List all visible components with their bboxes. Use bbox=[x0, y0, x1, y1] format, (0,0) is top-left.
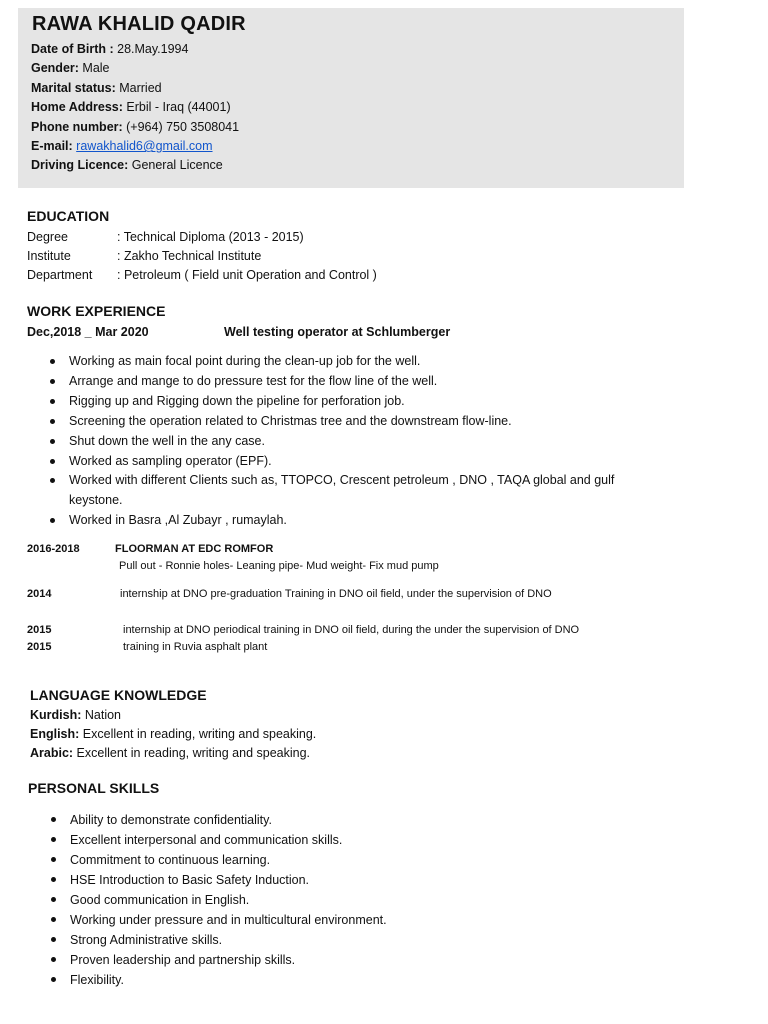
list-item: HSE Introduction to Basic Safety Induction. bbox=[48, 870, 648, 890]
info-phone: Phone number: (+964) 750 3508041 bbox=[31, 119, 240, 134]
skills-list bbox=[48, 810, 648, 990]
info-email: E-mail: rawakhalid6@gmail.com bbox=[31, 139, 213, 154]
list-item: Excellent interpersonal and communication skills. bbox=[48, 830, 648, 850]
job5-detail: training in Ruvia asphalt plant bbox=[123, 641, 268, 653]
language-kurdish: Kurdish: Nation bbox=[30, 708, 121, 722]
list-item: Proven leadership and partnership skills. bbox=[48, 950, 648, 970]
list-item: Worked as sampling operator (EPF). bbox=[47, 452, 647, 472]
list-item: Flexibility. bbox=[48, 970, 648, 990]
info-home-address: Home Address: Erbil - Iraq (44001) bbox=[31, 100, 231, 115]
info-marital-status: Marital status: Married bbox=[31, 80, 162, 95]
list-item: Arrange and mange to do pressure test for the flow line of the well. bbox=[47, 372, 647, 392]
job2-role: FLOORMAN AT EDC ROMFOR bbox=[115, 543, 274, 555]
job4-detail: internship at DNO periodical training in DNO oil field, during the under the supervision of DNO bbox=[123, 624, 580, 636]
job1-role: Well testing operator at Schlumberger bbox=[224, 325, 451, 339]
list-item: Screening the operation related to Christmas tree and the downstream flow-line. bbox=[47, 412, 647, 432]
list-item: Working as main focal point during the clean-up job for the well. bbox=[47, 352, 647, 372]
job2-period: 2016-2018 bbox=[27, 543, 80, 555]
education-institute-value: : Zakho Technical Institute bbox=[117, 249, 262, 263]
education-degree-label: Degree bbox=[27, 230, 68, 244]
job4-period: 2015 bbox=[27, 624, 52, 636]
list-item: Good communication in English. bbox=[48, 890, 648, 910]
language-arabic: Arabic: Excellent in reading, writing and speaking. bbox=[30, 746, 311, 760]
personal-info-list bbox=[31, 40, 239, 176]
list-item: Commitment to continuous learning. bbox=[48, 850, 648, 870]
work-experience-title: WORK EXPERIENCE bbox=[27, 303, 166, 319]
job5-period: 2015 bbox=[27, 641, 52, 653]
language-title: LANGUAGE KNOWLEDGE bbox=[30, 687, 207, 703]
job1-period: Dec,2018 _ Mar 2020 bbox=[27, 325, 149, 339]
education-degree-value: : Technical Diploma (2013 - 2015) bbox=[117, 230, 304, 244]
info-gender: Gender: Male bbox=[31, 61, 110, 76]
job3-detail: internship at DNO pre-graduation Training in DNO oil field, under the supervision of DNO bbox=[120, 588, 552, 600]
education-department-label: Department bbox=[27, 268, 93, 282]
job3-period: 2014 bbox=[27, 588, 52, 600]
list-item: Shut down the well in the any case. bbox=[47, 432, 647, 452]
list-item: Worked with different Clients such as, TTOPCO, Crescent petroleum , DNO , TAQA global and gulf keystone. bbox=[47, 471, 647, 511]
education-title: EDUCATION bbox=[27, 208, 110, 224]
language-english: English: Excellent in reading, writing and speaking. bbox=[30, 727, 317, 741]
info-dob: Date of Birth : 28.May.1994 bbox=[31, 42, 189, 56]
education-department-value: : Petroleum ( Field unit Operation and Control ) bbox=[117, 268, 377, 282]
language-list bbox=[30, 706, 316, 763]
list-item: Rigging up and Rigging down the pipeline for perforation job. bbox=[47, 392, 647, 412]
list-item: Strong Administrative skills. bbox=[48, 930, 648, 950]
personal-skills-title: PERSONAL SKILLS bbox=[28, 780, 160, 796]
education-institute-label: Institute bbox=[27, 249, 71, 263]
candidate-name: RAWA KHALID QADIR bbox=[32, 13, 246, 35]
job1-duties-list bbox=[47, 352, 647, 531]
list-item: Ability to demonstrate confidentiality. bbox=[48, 810, 648, 830]
job2-detail: Pull out - Ronnie holes- Leaning pipe- Mud weight- Fix mud pump bbox=[119, 560, 439, 572]
info-driving-licence: Driving Licence: General Licence bbox=[31, 158, 223, 173]
list-item: Working under pressure and in multicultural environment. bbox=[48, 910, 648, 930]
email-link[interactable]: rawakhalid6@gmail.com bbox=[76, 139, 213, 154]
list-item: Worked in Basra ,Al Zubayr , rumaylah. bbox=[47, 511, 647, 531]
